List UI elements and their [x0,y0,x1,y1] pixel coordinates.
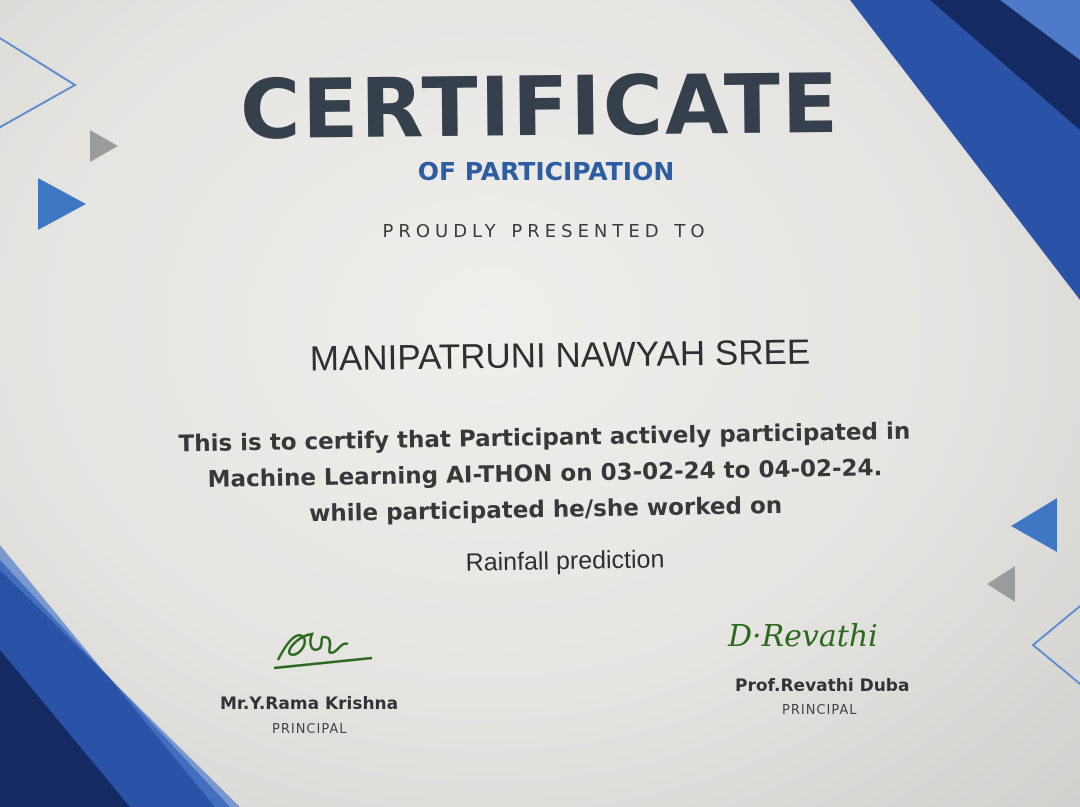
signatory-role: PRINCIPAL [272,722,348,737]
signature-left [268,620,378,680]
triangle-icon [987,566,1015,602]
signature-right [722,604,902,664]
signatory-name: Mr.Y.Rama Krishna [220,694,399,714]
project-topic: Rainfall prediction [465,545,665,577]
statement-line: This is to certify that Participant actively participated in [178,418,911,458]
certificate-title: CERTIFICATE [239,56,841,159]
certification-statement [0,410,1080,537]
statement-line: while participated he/she worked on [308,492,783,528]
chevron-outline-icon [1033,602,1080,688]
certificate-subtitle: OF PARTICIPATION [417,157,675,186]
presented-to-label: PROUDLY PRESENTED TO [382,221,710,242]
signatory-name: Prof.Revathi Duba [735,676,910,696]
statement-line: Machine Learning AI-THON on 03-02-24 to 04-02-24. [207,455,883,493]
recipient-name: MANIPATRUNI NAWYAH SREE [309,332,811,379]
signature-text: D·Revathi [728,619,878,654]
signatory-role: PRINCIPAL [782,703,858,718]
